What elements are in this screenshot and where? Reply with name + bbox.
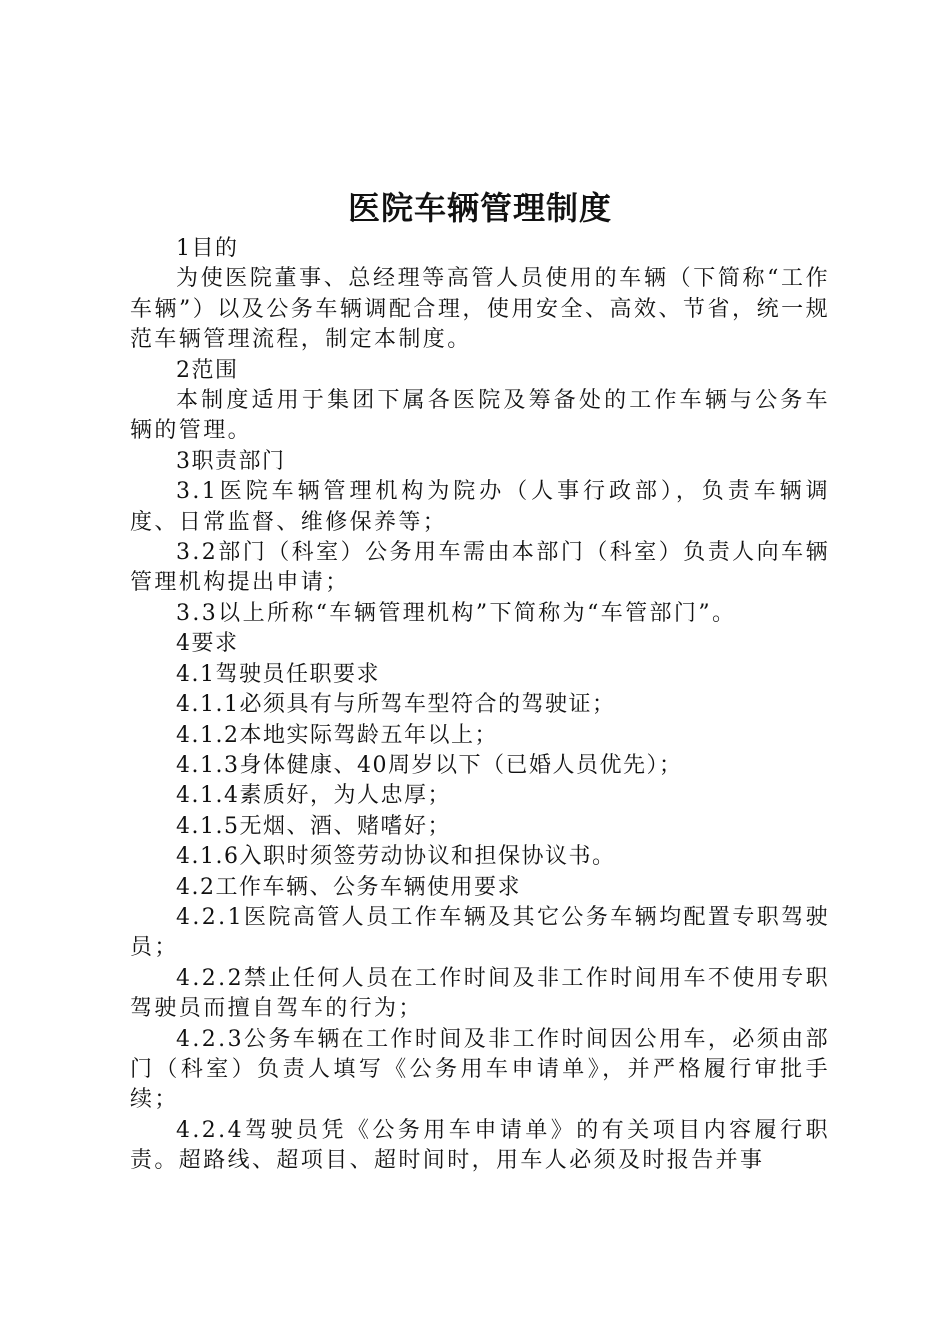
item-4-1-1: 4.1.1必须具有与所驾车型符合的驾驶证； — [176, 692, 616, 718]
item-4-2-3: 4.2.3公务车辆在工作时间及非工作时间因公用车，必须由部门（科室）负责人填写《公务用车申请单》，并严格履行审批手续； — [130, 1026, 830, 1113]
paragraph-3-3: 3.3以上所称“车辆管理机构”下简称为“车管部门”。 — [176, 600, 737, 626]
item-4-2-2: 4.2.2禁止任何人员在工作时间及非工作时间用车不使用专职驾驶员而擅自驾车的行为； — [130, 965, 830, 1022]
paragraph-scope: 本制度适用于集团下属各医院及筹备处的工作车辆与公务车辆的管理。 — [130, 388, 830, 444]
item-4-2-1: 4.2.1医院高管人员工作车辆及其它公务车辆均配置专职驾驶员； — [130, 904, 830, 961]
paragraph-purpose: 为使医院董事、总经理等高管人员使用的车辆（下简称“工作车辆”）以及公务车辆调配合理，使用安全、高效、节省，统一规范车辆管理流程，制定本制度。 — [130, 266, 830, 353]
item-4-1-3: 4.1.3身体健康、40周岁以下（已婚人员优先）； — [176, 752, 683, 778]
subheading-4-2: 4.2工作车辆、公务车辆使用要求 — [176, 874, 521, 900]
subheading-4-1: 4.1驾驶员任职要求 — [176, 661, 380, 687]
document-title: 医院车辆管理制度 — [347, 189, 612, 227]
section-heading-requirements: 4要求 — [176, 631, 239, 657]
paragraph-3-2: 3.2部门（科室）公务用车需由本部门（科室）负责人向车辆管理机构提出申请； — [130, 540, 830, 596]
paragraph-3-1: 3.1医院车辆管理机构为院办（人事行政部），负责车辆调度、日常监督、维修保养等； — [130, 479, 830, 535]
item-4-1-4: 4.1.4素质好，为人忠厚； — [176, 783, 451, 809]
item-4-1-2: 4.1.2本地实际驾龄五年以上； — [176, 722, 498, 748]
item-4-1-6: 4.1.6入职时须签劳动协议和担保协议书。 — [176, 844, 616, 870]
section-heading-purpose: 1目的 — [176, 236, 239, 261]
section-heading-scope: 2范围 — [176, 357, 239, 383]
item-4-1-5: 4.1.5无烟、酒、赌嗜好； — [176, 813, 451, 839]
document-body — [130, 234, 830, 1177]
section-heading-departments: 3职责部门 — [176, 448, 286, 474]
item-4-2-4: 4.2.4驾驶员凭《公务用车申请单》的有关项目内容履行职责。超路线、超项目、超时间时，用车人必须及时报告并事 — [130, 1117, 830, 1174]
